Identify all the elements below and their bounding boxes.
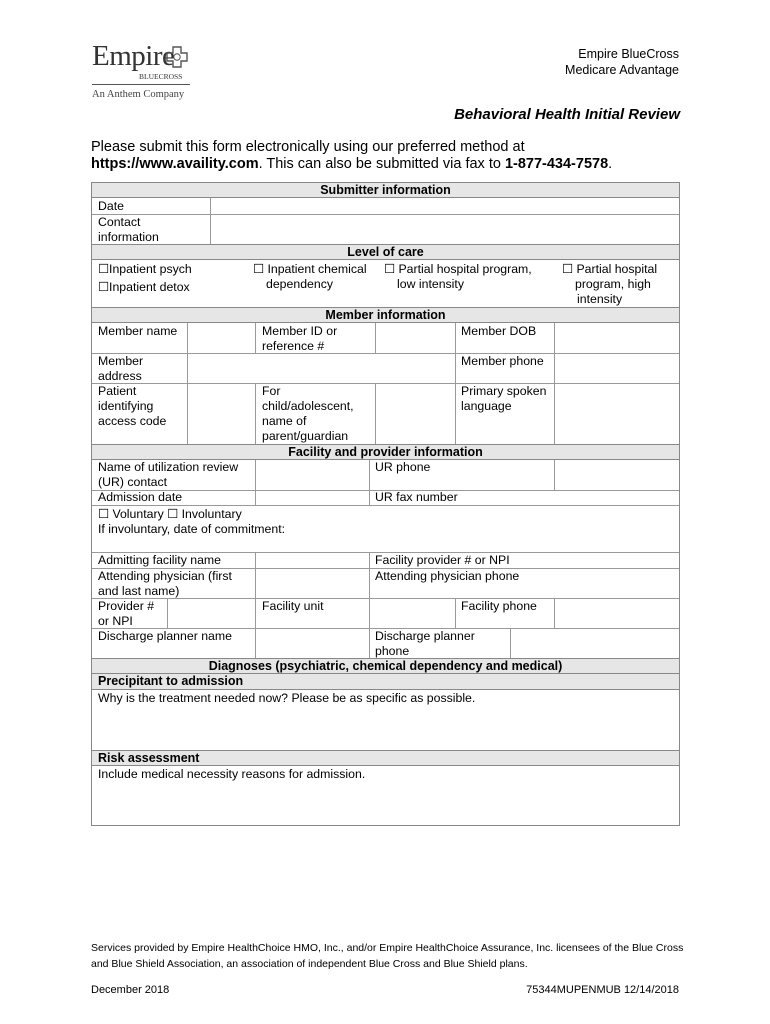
ur-fax-label: UR fax number [375,490,458,504]
intro-p1: Please submit this form electronically using our preferred method at [91,139,525,155]
member-phone-field[interactable] [554,353,679,383]
facility-npi-label: Facility provider # or NPI [375,553,510,567]
opt3-line2: dependency [266,277,334,291]
header-org [565,46,679,78]
section-facility: Facility and provider information [92,444,679,460]
ur-phone-field[interactable] [554,460,679,490]
intro-url[interactable]: https://www.availity.com [91,156,259,172]
access-code-field[interactable] [187,383,255,445]
discharge-planner-label: Discharge planner name [98,629,232,643]
discharge-phone-field[interactable] [510,628,679,658]
ur-phone-label: UR phone [375,460,431,474]
date-field[interactable] [210,199,679,214]
bluecross-logo-icon [166,46,188,68]
opt4-line1: ☐ Partial hospital program, [384,262,532,276]
opt4-line2: low intensity [397,277,464,291]
admission-date-label: Admission date [98,490,183,504]
logo-subtitle: BLUECROSS [139,72,183,81]
guardian-label: For child/adolescent, name of parent/guardian [262,384,354,443]
guardian-field[interactable] [375,383,455,445]
logo-company: An Anthem Company [92,89,185,100]
precipitant-prompt: Why is the treatment needed now? Please be as specific as possible. [98,691,476,705]
checkbox-partial-high[interactable] [556,262,657,307]
intro-fax: 1-877-434-7578 [504,156,609,172]
member-phone-label: Member phone [461,354,544,368]
checkbox-inpatient-detox[interactable]: ☐Inpatient detox [98,280,190,294]
checkbox-inpatient-chemical[interactable] [247,262,367,292]
opt5-line2: program, high [575,277,651,291]
admitting-facility-label: Admitting facility name [98,553,222,567]
ur-contact-label: Name of utilization review (UR) contact [98,460,239,489]
opt5-line3: intensity [577,292,623,306]
intro-p2: . This can also be submitted via fax to [258,156,505,172]
member-id-label: Member ID or reference # [262,324,338,353]
precipitant-field[interactable] [92,705,679,750]
ur-contact-field[interactable] [255,460,369,490]
header-line1: Empire BlueCross [578,47,679,61]
risk-prompt: Include medical necessity reasons for admission. [98,767,366,781]
facility-unit-label: Facility unit [262,599,324,613]
logo-wordmark: Empire [92,40,175,72]
section-level-of-care: Level of care [92,244,679,260]
voluntary-checkboxes[interactable]: ☐ Voluntary ☐ Involuntary [98,507,242,521]
member-name-label: Member name [98,324,178,338]
footer-code: 75344MUPENMUB 12/14/2018 [526,984,679,996]
checkbox-partial-low[interactable] [378,262,532,292]
section-precipitant: Precipitant to admission [92,674,679,690]
admission-date-field[interactable] [255,490,369,505]
attending-phone-label: Attending physician phone [375,569,520,583]
section-member: Member information [92,307,679,323]
contact-label: Contact information [98,215,159,244]
provider-npi-label: Provider # or NPI [98,599,155,628]
member-dob-label: Member DOB [461,324,537,338]
header-line2: Medicare Advantage [565,63,679,77]
access-code-label: Patient identifying access code [98,384,167,428]
review-form [91,182,680,826]
opt3-line1: ☐ Inpatient chemical [253,262,367,276]
ur-fax-field[interactable] [554,490,679,505]
section-risk: Risk assessment [92,750,679,766]
provider-npi-field[interactable] [167,598,255,628]
member-name-field[interactable] [187,323,255,353]
date-label: Date [98,199,124,213]
intro-text [91,139,691,173]
language-field[interactable] [554,383,679,445]
member-dob-field[interactable] [554,323,679,353]
intro-p3: . [608,156,613,172]
discharge-phone-label: Discharge planner phone [375,629,475,658]
page-title: Behavioral Health Initial Review [454,106,680,123]
commitment-label: If involuntary, date of commitment: [98,522,286,536]
section-diagnoses: Diagnoses (psychiatric, chemical dependency and medical) [92,658,679,674]
section-submitter: Submitter information [92,182,679,198]
member-address-field[interactable] [187,353,455,383]
footer-date: December 2018 [91,984,170,996]
checkbox-inpatient-psych[interactable]: ☐Inpatient psych [98,262,192,276]
facility-phone-label: Facility phone [461,599,537,613]
contact-field[interactable] [210,215,679,244]
attending-physician-label: Attending physician (first and last name) [98,569,232,598]
logo-divider [92,84,190,85]
member-address-label: Member address [98,354,144,383]
language-label: Primary spoken language [461,384,547,413]
member-id-field[interactable] [375,323,455,353]
opt5-line1: ☐ Partial hospital [562,262,658,276]
footer-services: Services provided by Empire HealthChoice HMO, Inc., and/or Empire HealthChoice Assurance, Inc. licensees of the Blue Cross and Blue Shield Association, an association of independent Blue Cross and Blue Shield plans. [91,942,684,970]
risk-field[interactable] [92,782,679,825]
